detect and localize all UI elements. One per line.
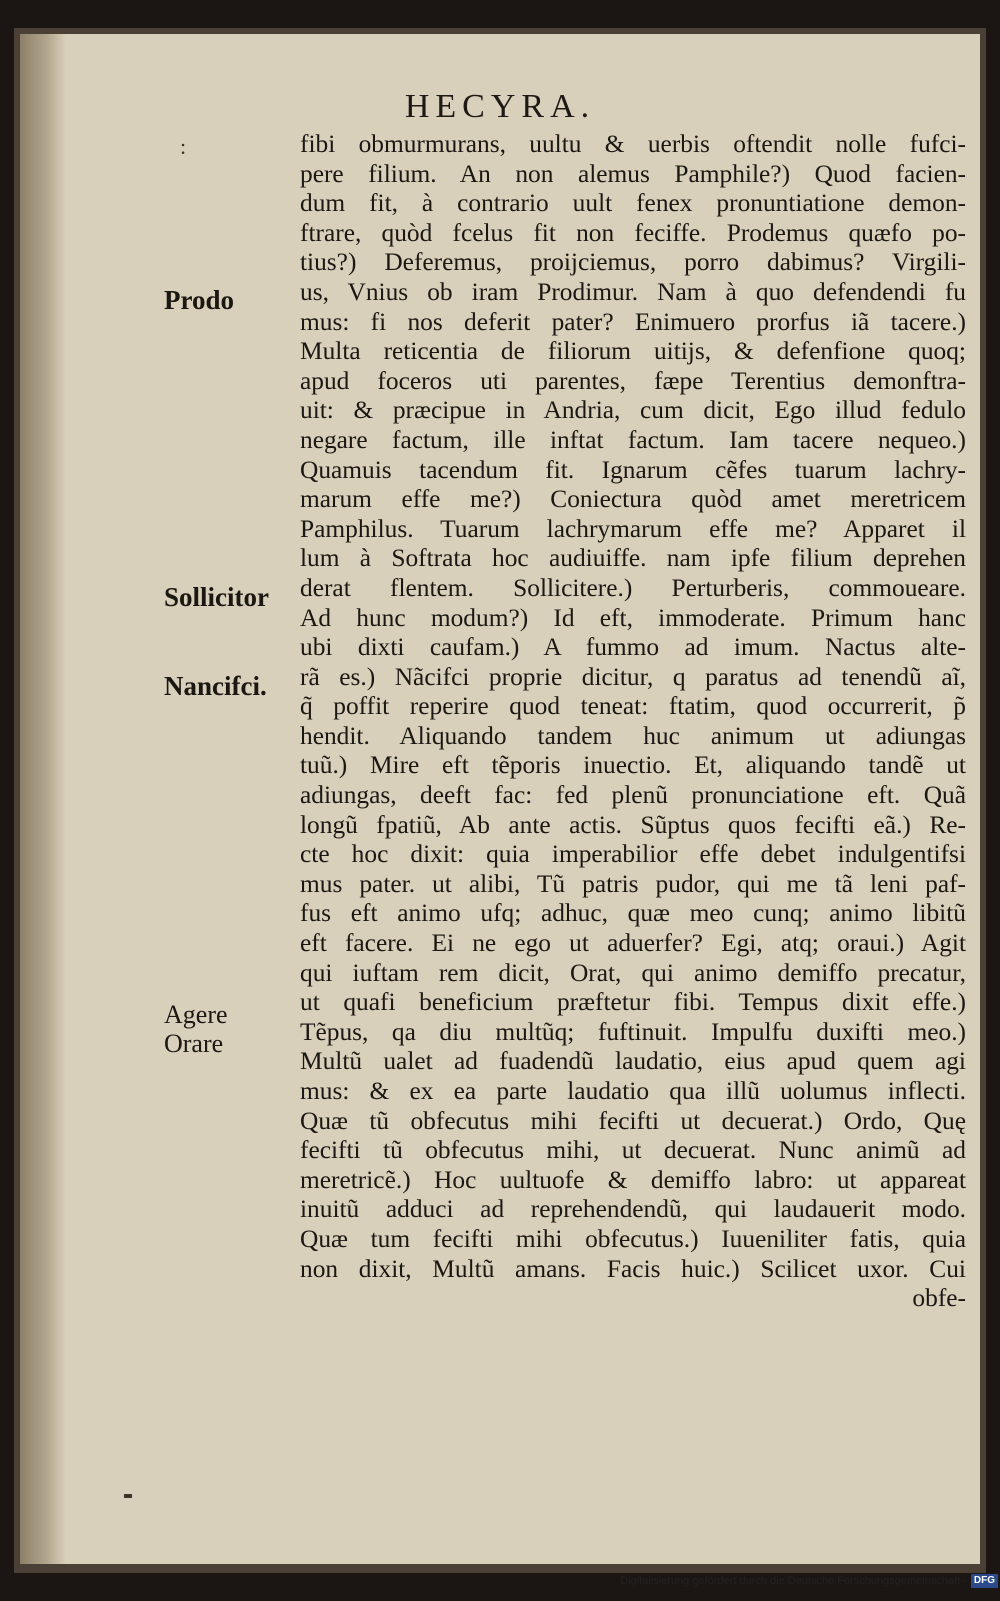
marginal-note-nancisci: Nancifci. xyxy=(164,671,267,701)
text-line: tuũ.) Mire eft tẽporis inuectio. Et, aliquando tandẽ ut xyxy=(300,751,966,780)
text-line: negare factum, ille inftat factum. Iam tacere nequeo.) xyxy=(300,425,966,454)
text-line: Quæ tũ obfecutus mihi fecifti ut decuerat.) Ordo, Quę xyxy=(300,1106,966,1135)
marginal-note-sollicitor: Sollicitor xyxy=(164,582,269,612)
text-line: rã es.) Nãcifci proprie dicitur, q paratus ad tenendũ aĩ, xyxy=(300,662,966,691)
text-line: cte hoc dixit: quia imperabilior effe debet indulgentifsi xyxy=(300,840,966,869)
text-line: fus eft animo ufq; adhuc, quæ meo cunq; animo libitũ xyxy=(300,899,966,928)
text-line: Tẽpus, qa diu multũq; fuftinuit. Impulfu duxifti meo.) xyxy=(300,1017,966,1046)
text-line: adiungas, deeft fac: fed plenũ pronunciatione eft. Quã xyxy=(300,781,966,810)
text-line: Pamphilus. Tuarum lachrymarum effe me? Apparet il xyxy=(300,514,966,543)
text-line: lum à Softrata hoc audiuiffe. nam ipfe filium deprehen xyxy=(300,544,966,573)
text-line: dum fit, à contrario uult fenex pronuntiatione demon- xyxy=(300,189,966,218)
text-line: qui iuftam rem dicit, Orat, qui animo demiffo precatur, xyxy=(300,958,966,987)
text-line: Multũ ualet ad fuadendũ laudatio, eius apud quem agi xyxy=(300,1047,966,1076)
text-line: fecifti tũ obfecutus mihi, ut decuerat. Nunc animũ ad xyxy=(300,1136,966,1165)
text-line: apud foceros uti parentes, fæpe Terentius demonftra- xyxy=(300,366,966,395)
text-line: mus: fi nos deferit pater? Enimuero prorfus iã tacere.) xyxy=(300,307,966,336)
body-text xyxy=(300,130,966,1314)
margin-mark: : xyxy=(180,134,187,159)
text-line: non dixit, Multũ amans. Facis huic.) Scilicet uxor. Cui xyxy=(300,1254,966,1283)
text-line: Quamuis tacendum fit. Ignarum cẽfes tuarum lachry- xyxy=(300,455,966,484)
text-line: fibi obmurmurans, uultu & uerbis oftendit nolle fufci- xyxy=(300,130,966,158)
book-page xyxy=(20,34,980,1564)
text-line: mus: & ex ea parte laudatio qua illũ uolumus inflecti. xyxy=(300,1077,966,1105)
text-line: inuitũ adduci ad reprehendendũ, qui laudauerit modo. xyxy=(300,1195,966,1224)
text-line: hendit. Aliquando tandem huc animum ut adiungas xyxy=(300,721,966,750)
text-line: Multa reticentia de filiorum uitijs, & defenfione quoq; xyxy=(300,337,966,366)
text-line: longũ fpatiũ, Ab ante actis. Sũptus quos fecifti eã.) Re- xyxy=(300,810,966,839)
ink-speck xyxy=(124,1494,132,1498)
text-line: Quæ tum fecifti mihi obfecutus.) Iuueniliter fatis, quia xyxy=(300,1224,966,1253)
text-line: eft facere. Ei ne ego ut aduerfer? Egi, atq; oraui.) Agit xyxy=(300,929,966,958)
text-line: ut quafi beneficium præftetur fibi. Tempus dixit effe.) xyxy=(300,988,966,1017)
marginal-note-prodo: Prodo xyxy=(164,285,235,315)
binding-shadow xyxy=(20,34,66,1564)
text-line: Ad hunc modum?) Id eft, immoderate. Primum hanc xyxy=(300,603,966,632)
text-line: us, Vnius ob iram Prodimur. Nam à quo defendendi fu xyxy=(300,277,966,306)
marginal-note-orare: Orare xyxy=(164,1029,224,1058)
text-line: ubi dixti caufam.) A fummo ad imum. Nactus alte- xyxy=(300,633,966,662)
text-line: marum effe me?) Coniectura quòd amet meretricem xyxy=(300,485,966,514)
text-line: q̃ poffit reperire quod teneat: ftatim, quod occurrerit, p̃ xyxy=(300,692,966,721)
credit-text: Digitalisierung gefördert durch die Deutsche Forschungsgemeinschaft - xyxy=(620,1575,967,1587)
text-line: mus pater. ut alibi, Tũ patris pudor, qui me tã leni paf- xyxy=(300,869,966,898)
text-line: meretricẽ.) Hoc uultuofe & demiffo labro: ut appareat xyxy=(300,1165,966,1194)
text-line: tius?) Deferemus, proijciemus, porro dabimus? Virgili- xyxy=(300,248,966,277)
dfg-logo: DFG xyxy=(971,1574,998,1588)
running-head: HECYRA. xyxy=(404,88,596,125)
marginal-note-agere: Agere xyxy=(164,1000,228,1029)
text-line: pere filium. An non alemus Pamphile?) Quod facien- xyxy=(300,159,966,188)
text-line: ftrare, quòd fcelus fit non feciffe. Prodemus quæfo po- xyxy=(300,218,966,247)
digitization-credit xyxy=(620,1573,998,1589)
catchword: obfe- xyxy=(912,1284,966,1313)
text-line: derat flentem. Sollicitere.) Perturberis, commoueare. xyxy=(300,573,966,602)
text-line: uit: & præcipue in Andria, cum dicit, Ego illud fedulo xyxy=(300,396,966,425)
